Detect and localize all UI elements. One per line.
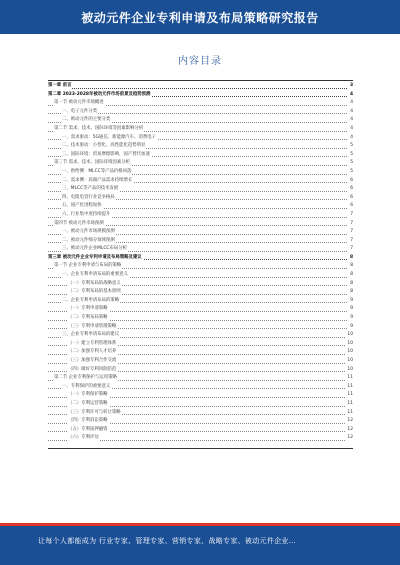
toc-entry[interactable] xyxy=(48,159,353,168)
toc-page-number: 4 xyxy=(349,91,353,100)
toc-page-number: 9 xyxy=(349,305,353,314)
toc-entry[interactable] xyxy=(48,374,353,383)
toc-page-number: 10 xyxy=(346,340,353,349)
toc-entry[interactable] xyxy=(48,202,353,211)
toc-entry-label: （四）专利诉讼策略 xyxy=(68,417,109,426)
toc-entry[interactable] xyxy=(48,426,353,435)
toc-page-number: 10 xyxy=(346,348,353,357)
toc-entry[interactable] xyxy=(48,314,353,323)
toc-page-number: 4 xyxy=(349,125,353,134)
toc-entry-label: （三）专利许可与转让策略 xyxy=(68,409,122,418)
toc-entry-label: 第三章 被动元件企业专利申请及布局策略及建议 xyxy=(48,254,143,263)
toc-page-number: 12 xyxy=(346,417,353,426)
toc-page-number: 8 xyxy=(349,262,353,271)
toc-page-number: 3 xyxy=(349,82,353,91)
toc-entry[interactable] xyxy=(48,134,353,143)
toc-page-number: 4 xyxy=(349,108,353,117)
toc-page-number: 5 xyxy=(349,159,353,168)
toc-page-number: 8 xyxy=(349,254,353,263)
toc-entry-label: 一、需求驱动：5G通信、新能源汽车、消费电子 xyxy=(62,134,157,143)
toc-entry[interactable] xyxy=(48,99,353,108)
toc-page-number: 6 xyxy=(349,202,353,211)
report-header xyxy=(0,0,400,34)
toc-entry-label: 三、国际环境：贸易摩擦影响，国产替代加速 xyxy=(62,151,151,160)
toc-entry[interactable] xyxy=(48,177,353,186)
toc-entry-label: 三、MLCC等产品的技术发展 xyxy=(62,185,119,194)
toc-leader-dots xyxy=(48,88,347,89)
toc-entry-label: 第一节 企业专利申请与布局的策略 xyxy=(54,262,122,271)
toc-entry-label: 六、行业集中度持续提升 xyxy=(62,211,111,220)
toc-page-number: 12 xyxy=(346,426,353,435)
toc-entry-label: 第二节 企业专利保护与运用策略 xyxy=(54,374,118,383)
toc-entry-label: （六）专利评估 xyxy=(68,434,100,443)
toc-entry-label: （二）加强专利人才培养 xyxy=(68,348,117,357)
toc-entry-label: （一）专利保护策略 xyxy=(68,391,109,400)
report-title: 被动元件企业专利申请及布局策略研究报告 xyxy=(81,10,319,25)
toc-entry-label: （二）专利布局的基本原则 xyxy=(68,288,122,297)
toc-entry-label: 二、被动元件细分领域预测 xyxy=(62,237,116,246)
toc-page-number: 5 xyxy=(349,142,353,151)
toc-page-number: 11 xyxy=(346,400,353,409)
toc-entry-label: 第一章 前言 xyxy=(48,82,72,91)
toc-page-number: 5 xyxy=(349,151,353,160)
toc-page-number: 12 xyxy=(346,434,353,443)
toc-page-number: 7 xyxy=(349,245,353,254)
toc-entry-label: 二、企业专利申请布局的策略 xyxy=(62,297,120,306)
toc-entry[interactable] xyxy=(48,434,353,443)
toc-entry[interactable] xyxy=(48,185,353,194)
toc-page-number: 9 xyxy=(349,323,353,332)
toc-page-number: 11 xyxy=(346,409,353,418)
toc-entry-label: 第二章 2023-2028年被动元件市场前景及趋势预测 xyxy=(48,91,151,100)
toc-page-number: 8 xyxy=(349,271,353,280)
toc-entry-label: 二、被动元件的主要分类 xyxy=(62,116,111,125)
toc-page-number: 5 xyxy=(349,168,353,177)
toc-entry-label: 第三节 需求、技术、国际环境因素分析 xyxy=(54,159,131,168)
toc-entry-label: 二、需求侧：高端产品需求持续增长 xyxy=(62,177,133,186)
table-of-contents xyxy=(48,82,353,443)
toc-entry-label: 一、被动元件市场规模预测 xyxy=(62,228,116,237)
toc-chapter[interactable] xyxy=(48,254,353,263)
toc-entry[interactable] xyxy=(48,280,353,289)
toc-page-number: 9 xyxy=(349,297,353,306)
toc-page-number: 4 xyxy=(349,99,353,108)
toc-page-number: 7 xyxy=(349,211,353,220)
toc-entry-label: 四、电阻电容行业竞争格局 xyxy=(62,194,116,203)
toc-entry[interactable] xyxy=(48,340,353,349)
toc-entry-label: （五）专利质押融资 xyxy=(68,426,109,435)
toc-entry-label: （三）专利申请管理策略 xyxy=(68,323,117,332)
toc-entry-label: 第四节 被动元件市场预测 xyxy=(54,220,105,229)
toc-entry[interactable] xyxy=(48,288,353,297)
toc-entry-label: 三、企业专利申请布局的建议 xyxy=(62,331,120,340)
toc-entry[interactable] xyxy=(48,108,353,117)
toc-entry[interactable] xyxy=(48,228,353,237)
toc-entry[interactable] xyxy=(48,357,353,366)
toc-top-rule xyxy=(48,80,353,81)
toc-page-number: 10 xyxy=(346,331,353,340)
toc-chapter[interactable] xyxy=(48,91,353,100)
toc-entry[interactable] xyxy=(48,305,353,314)
toc-entry[interactable] xyxy=(48,245,353,254)
toc-page-number: 4 xyxy=(349,116,353,125)
toc-page-number: 4 xyxy=(349,134,353,143)
toc-entry[interactable] xyxy=(48,331,353,340)
toc-entry[interactable] xyxy=(48,262,353,271)
toc-entry-label: （一）建立专利管理体系 xyxy=(68,340,117,349)
toc-page-number: 8 xyxy=(349,280,353,289)
toc-entry[interactable] xyxy=(48,391,353,400)
toc-entry-label: 一、专利保护的重要意义 xyxy=(62,383,111,392)
toc-entry[interactable] xyxy=(48,323,353,332)
toc-page-number: 6 xyxy=(349,194,353,203)
toc-entry[interactable] xyxy=(48,125,353,134)
toc-entry-label: 三、被动元件企业MLCC布局分析 xyxy=(62,245,128,254)
toc-entry[interactable] xyxy=(48,297,353,306)
toc-entry-label: 一、供给侧：MLCC等产品价格回落 xyxy=(62,168,132,177)
toc-entry-label: 二、技术驱动：小型化、高性能化趋势明显 xyxy=(62,142,146,151)
toc-entry[interactable] xyxy=(48,220,353,229)
toc-entry[interactable] xyxy=(48,194,353,203)
toc-entry[interactable] xyxy=(48,417,353,426)
toc-entry[interactable] xyxy=(48,211,353,220)
toc-page-number: 11 xyxy=(346,391,353,400)
footer-slogan: 让每个人都能成为 行业专家、管理专家、营销专家、战略专家、被动元件企业… xyxy=(38,537,297,545)
toc-entry-label: （一）专利布局的战略意义 xyxy=(68,280,122,289)
toc-entry[interactable] xyxy=(48,400,353,409)
toc-entry-label: 第二节 需求、技术、国际环境等因素影响分析 xyxy=(54,125,144,134)
toc-page-number: 6 xyxy=(349,177,353,186)
toc-page-number: 7 xyxy=(349,237,353,246)
toc-page-number: 11 xyxy=(346,383,353,392)
toc-entry-label: 一、电子元件分类 xyxy=(62,108,98,117)
toc-entry[interactable] xyxy=(48,151,353,160)
toc-chapter[interactable] xyxy=(48,82,353,91)
toc-entry[interactable] xyxy=(48,116,353,125)
toc-entry[interactable] xyxy=(48,142,353,151)
toc-entry-label: （二）专利布局策略 xyxy=(68,314,109,323)
toc-bottom-rule xyxy=(48,448,353,449)
toc-entry-label: （四）做好专利风险防范 xyxy=(68,366,117,375)
toc-page-number: 10 xyxy=(346,366,353,375)
toc-heading: 内容目录 xyxy=(178,56,222,67)
toc-page-number: 7 xyxy=(349,228,353,237)
toc-entry[interactable] xyxy=(48,366,353,375)
toc-entry[interactable] xyxy=(48,237,353,246)
toc-entry[interactable] xyxy=(48,409,353,418)
toc-page-number: 8 xyxy=(349,288,353,297)
toc-page-number: 6 xyxy=(349,185,353,194)
toc-page-number: 11 xyxy=(346,374,353,383)
toc-entry-label: 第一节 被动元件市场概述 xyxy=(54,99,105,108)
toc-page-number: 9 xyxy=(349,314,353,323)
toc-entry-label: 一、企业专利申请布局的重要意义 xyxy=(62,271,129,280)
toc-entry-label: （三）加强专利合作交流 xyxy=(68,357,117,366)
toc-entry[interactable] xyxy=(48,383,353,392)
toc-page-number: 7 xyxy=(349,220,353,229)
toc-entry-label: （二）专利运营策略 xyxy=(68,400,109,409)
toc-entry[interactable] xyxy=(48,271,353,280)
toc-entry-label: （一）专利申请策略 xyxy=(68,305,109,314)
footer-accent-stripe xyxy=(0,523,400,526)
toc-entry[interactable] xyxy=(48,168,353,177)
toc-entry-label: 五、国产化进程加快 xyxy=(62,202,103,211)
toc-entry[interactable] xyxy=(48,348,353,357)
toc-page-number: 10 xyxy=(346,357,353,366)
